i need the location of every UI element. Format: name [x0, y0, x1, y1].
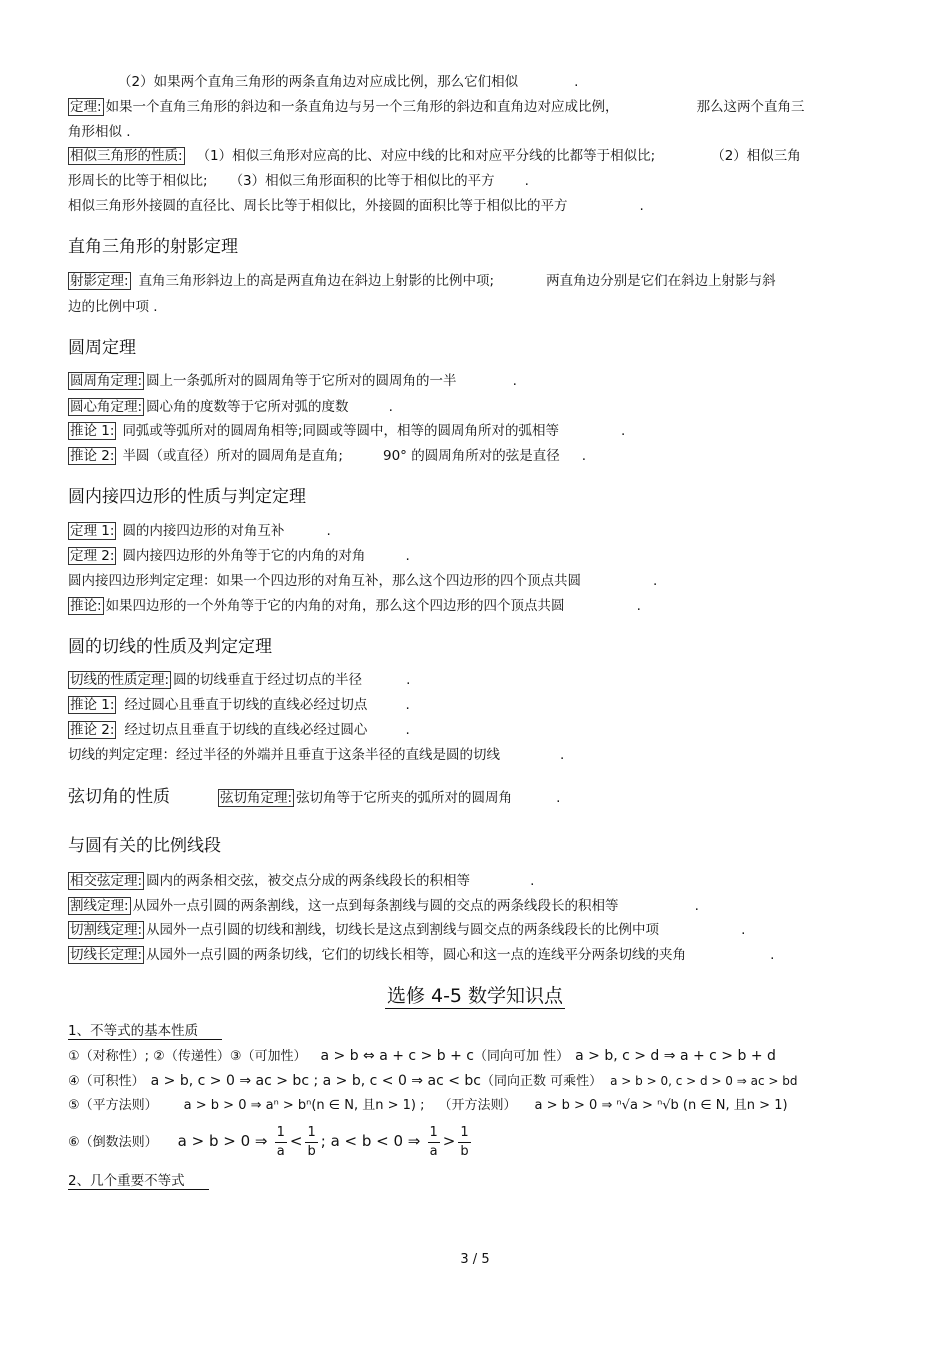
chord-tangent-line: 弦切角的性质 弦切角定理: 弦切角等于它所夹的弧所对的圆周角 . — [68, 787, 561, 807]
heading-proportional-segments: 与圆有关的比例线段 — [68, 836, 221, 856]
corollary-1: 推论 1: 同弧或等弧所对的圆周角相等;同圆或等圆中，相等的圆周角所对的弧相等 . — [70, 423, 626, 439]
properties-label-box: 相似三角形的性质: — [70, 148, 183, 164]
same-direction-add-formula: a > b, c > d ⇒ a + c > b + d — [575, 1048, 776, 1064]
fraction-1-over-a: $\frac{1}{a}$ — [276, 1125, 285, 1159]
projection-theorem-line: 射影定理: 直角三角形斜边上的高是两直角边在斜边上射影的比例中项; 两直角边分别是它们在斜边上射影与斜 — [70, 273, 776, 289]
cyclic-criterion: 圆内接四边形判定定理：如果一个四边形的对角互补，那么这个四边形的四个顶点共圆 . — [68, 573, 658, 589]
subsection-inequality-properties: 1、不等式的基本性质 — [68, 1022, 222, 1040]
fraction-1-over-b: $\frac{1}{b}$ — [307, 1125, 316, 1159]
similar-triangle-theorem-cont: 角形相似 . — [68, 124, 131, 140]
heading-inscribed-angle: 圆周定理 — [68, 338, 136, 358]
similar-triangle-theorem: 定理: 如果一个直角三角形的斜边和一条直角边与另一个三角形的斜边和直角边对应成比例， 那么这两个直角三 — [70, 99, 805, 115]
inequality-row-3: ⑤（平方法则） a > b > 0 ⇒ aⁿ > bⁿ(n ∈ N, 且n > 1) ; （开方法则） a > b > 0 ⇒ ⁿ√a > ⁿ√b (n ∈ N, 且n > 1) — [68, 1098, 788, 1113]
similar-triangle-properties-cont: 形周长的比等于相似比; （3）相似三角形面积的比等于相似比的平方 . — [68, 173, 529, 189]
cyclic-theorem-1: 定理 1: 圆的内接四边形的对角互补 . — [70, 523, 331, 539]
inscribed-angle-theorem: 圆周角定理: 圆上一条弧所对的圆周角等于它所对的圆周角的一半 . — [70, 373, 517, 389]
cyclic-corollary: 推论: 如果四边形的一个外角等于它的内角的对角，那么这个四边形的四个顶点共圆 . — [70, 598, 641, 614]
fraction-1-over-b-2: $\frac{1}{b}$ — [460, 1125, 469, 1159]
intersecting-chords-theorem: 相交弦定理: 圆内的两条相交弦，被交点分成的两条线段长的积相等 . — [70, 873, 535, 889]
corollary-2: 推论 2: 半圆（或直径）所对的圆周角是直角; 90° 的圆周角所对的弦是直径 . — [70, 448, 587, 464]
positive-multiply-formula: a > b > 0, c > d > 0 ⇒ ac > bd — [610, 1074, 798, 1088]
cyclic-theorem-2: 定理 2: 圆内接四边形的外角等于它的内角的对角 . — [70, 548, 410, 564]
heading-projection-theorem: 直角三角形的射影定理 — [68, 237, 238, 257]
central-angle-theorem: 圆心角定理: 圆心角的度数等于它所对弧的度数 . — [70, 399, 393, 415]
circumcircle-ratio: 相似三角形外接圆的直径比、周长比等于相似比，外接圆的面积比等于相似比的平方 . — [68, 198, 644, 214]
subsection-important-inequalities: 2、几个重要不等式 — [68, 1172, 209, 1190]
tangent-corollary-2: 推论 2: 经过切点且垂直于切线的直线必经过圆心 . — [70, 722, 410, 738]
tangent-secant-theorem: 切割线定理: 从园外一点引圆的切线和割线，切线长是这点到割线与圆交点的两条线段长的比例中项 . — [70, 922, 746, 938]
fraction-1-over-a-2: $\frac{1}{a}$ — [429, 1125, 438, 1159]
page-number: 3 / 5 — [460, 1252, 490, 1267]
similar-triangle-rule-2: （2）如果两个直角三角形的两条直角边对应成比例，那么它们相似 . — [118, 74, 579, 90]
multiplicativity-formula: a > b, c > 0 ⇒ ac > bc ; a > b, c < 0 ⇒ ac < bc — [150, 1073, 481, 1089]
additivity-formula: a > b ⇔ a + c > b + c — [320, 1048, 474, 1064]
heading-cyclic-quadrilateral: 圆内接四边形的性质与判定定理 — [68, 487, 306, 507]
root-rule-formula: a > b > 0 ⇒ ⁿ√a > ⁿ√b (n ∈ N, 且n > 1) — [534, 1098, 788, 1113]
theorem-label-box: 定理: — [70, 99, 102, 115]
tangent-property-theorem: 切线的性质定理: 圆的切线垂直于经过切点的半径 . — [70, 672, 411, 688]
secant-theorem: 割线定理: 从园外一点引圆的两条割线，这一点到每条割线与圆的交点的两条线段长的积相等 . — [70, 898, 699, 914]
inequality-row-4: ⑥（倒数法则） a > b > 0 ⇒ $\frac{1}{a}$ < $\frac{1}{b}$ ; a < b < 0 ⇒ $\frac{1}{a}$ > $\frac{1}{b}$ — [68, 1125, 469, 1159]
tangent-length-theorem: 切线长定理: 从园外一点引圆的两条切线，它们的切线长相等，圆心和这一点的连线平分两条切线的夹角 . — [70, 947, 775, 963]
tangent-criterion: 切线的判定定理：经过半径的外端并且垂直于这条半径的直线是圆的切线 . — [68, 747, 565, 763]
heading-tangent: 圆的切线的性质及判定定理 — [68, 637, 272, 657]
power-rule-formula: a > b > 0 ⇒ aⁿ > bⁿ(n ∈ N, 且n > 1) ; — [183, 1098, 425, 1113]
tangent-corollary-1: 推论 1: 经过圆心且垂直于切线的直线必经过切点 . — [70, 697, 410, 713]
similar-triangle-properties: 相似三角形的性质: （1）相似三角形对应高的比、对应中线的比和对应平分线的比都等于相似比; （2）相似三角 — [70, 148, 801, 164]
elective-title: 选修 4-5 数学知识点 — [386, 985, 564, 1007]
inequality-row-1: ①（对称性）; ②（传递性）③（可加性） a > b ⇔ a + c > b + c（同向可加 性） a > b, c > d ⇒ a + c > b + d — [68, 1048, 776, 1064]
heading-chord-tangent: 弦切角的性质 — [68, 787, 170, 807]
projection-theorem-cont: 边的比例中项 . — [68, 299, 158, 315]
inequality-row-2: ④（可积性） a > b, c > 0 ⇒ ac > bc ; a > b, c < 0 ⇒ ac < bc（同向正数 可乘性） a > b > 0, c > d > 0 ⇒ ac > bd — [68, 1073, 798, 1089]
